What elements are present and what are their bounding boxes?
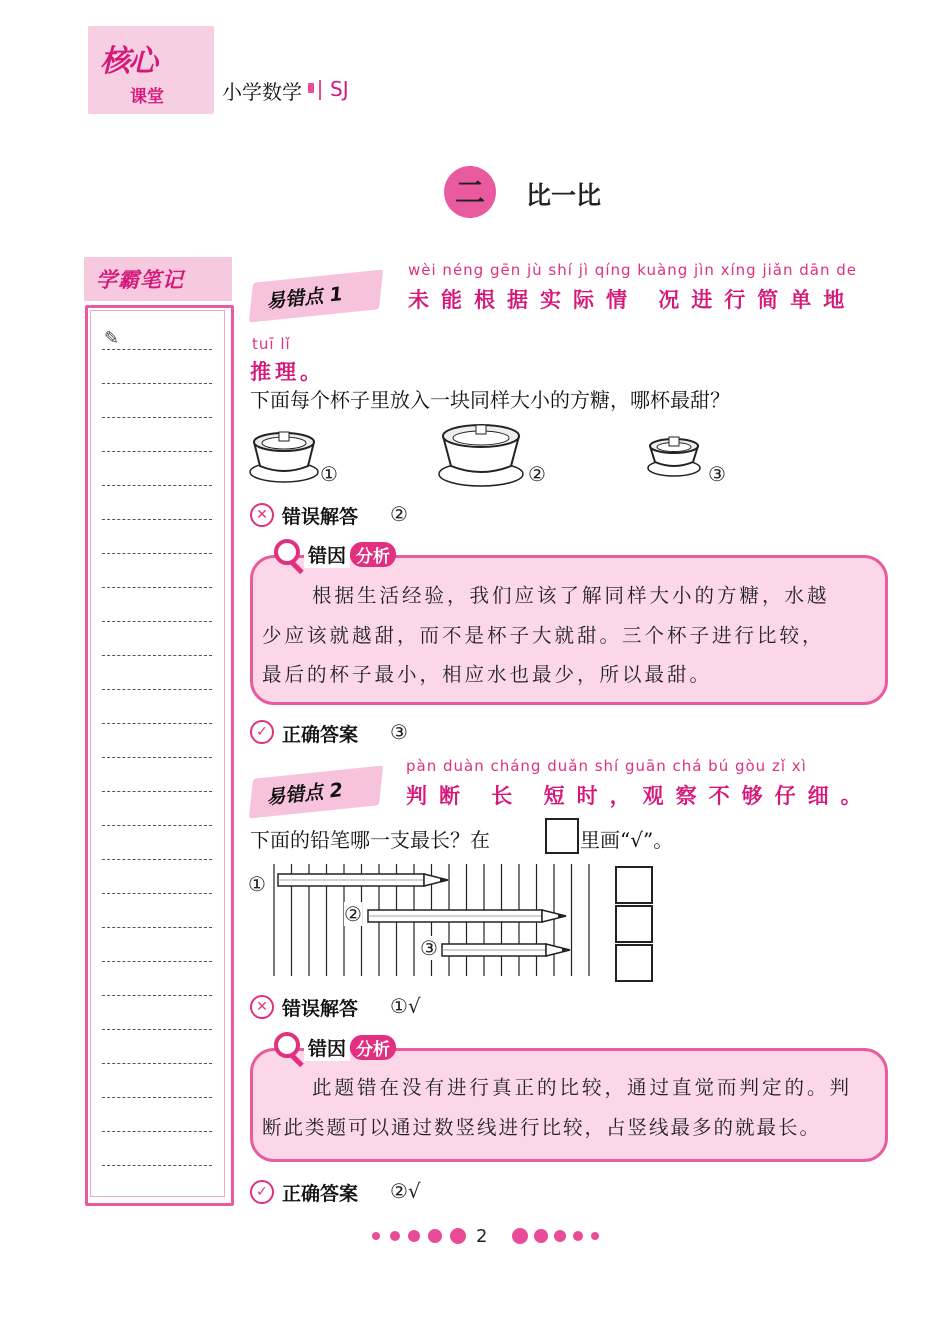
sidebar-note-line [102,451,212,452]
footer-dot [428,1229,442,1243]
pencil-label-1: ① [248,872,266,896]
sidebar-note-line [102,859,212,860]
pencil-comparison-diagram [270,862,600,978]
subject-separator-dot [308,83,314,93]
subject-separator-bar [319,80,321,100]
answer-box-1[interactable] [615,866,653,904]
point1-correct-answer: ③ [390,720,408,744]
sidebar-note-line [102,689,212,690]
page-number: 2 [476,1226,488,1247]
cup-label-1: ① [320,462,338,486]
cup-label-3: ③ [708,462,726,486]
point2-question-start: 下面的铅笔哪一支最长？在 [250,828,490,852]
point2-analysis-pill: 分析 [350,1035,396,1060]
footer-dot [534,1229,548,1243]
subject-label: 小学数学 [222,80,302,104]
sidebar-note-line [102,893,212,894]
point2-question-end: 里画“√”。 [580,828,674,852]
footer-dot [390,1231,400,1241]
footer-dot [512,1228,528,1244]
sidebar-title: 学霸笔记 [96,268,184,292]
point2-analysis-heading: 错因 [304,1034,350,1061]
point1-pinyin-line1: wèi néng gēn jù shí jì qíng kuàng jìn xíng jiǎn dān de [408,261,857,279]
sidebar-note-line [102,1029,212,1030]
sidebar-note-line [102,723,212,724]
cup-1-icon [250,432,318,482]
point1-analysis-line-2: 少应该就越甜，而不是杯子大就甜。三个杯子进行比较， [262,624,825,647]
sidebar-note-line [102,791,212,792]
pencil-1-icon [278,874,448,886]
point2-wrong-answer: ①√ [390,994,421,1018]
point1-title-line2: 推理。 [250,360,325,384]
chapter-title: 比一比 [526,181,602,210]
point1-wrong-label: 错误解答 [282,506,359,528]
sidebar-note-line [102,485,212,486]
point1-tag: 易错点 1 [265,283,344,313]
footer-dot [372,1232,380,1240]
wrong-mark-icon: ✕ [250,503,274,527]
sidebar-note-line [102,825,212,826]
point2-correct-answer: ②√ [390,1179,421,1203]
sidebar-note-line [102,621,212,622]
sidebar-note-line [102,757,212,758]
point1-question: 下面每个杯子里放入一块同样大小的方糖，哪杯最甜？ [250,388,730,412]
point2-analysis-line-2: 断此类题可以通过数竖线进行比较，占竖线最多的就最长。 [262,1116,822,1139]
point2-correct-label: 正确答案 [282,1183,359,1205]
magnifier-icon [274,539,300,565]
point1-analysis-line-3: 最后的杯子最小，相应水也最少，所以最甜。 [262,663,713,686]
point2-wrong-label: 错误解答 [282,998,359,1020]
point2-analysis-line-1: 此题错在没有进行真正的比较，通过直觉而判定的。判 [312,1076,853,1099]
sidebar-note-line [102,961,212,962]
chapter-number: 二 [455,176,485,211]
point1-analysis-line-1: 根据生活经验，我们应该了解同样大小的方糖，水越 [312,584,830,607]
cup-label-2: ② [528,462,546,486]
pencil-3-icon [442,944,570,956]
answer-box-sample [545,818,579,854]
footer-dot [573,1231,583,1241]
sidebar-note-line [102,1131,212,1132]
sidebar-note-line [102,349,212,350]
footer-dot [554,1230,566,1242]
point1-correct-label: 正确答案 [282,724,359,746]
sidebar-note-line [102,1097,212,1098]
footer-dot [408,1230,420,1242]
pencil-label-2: ② [344,902,362,926]
sidebar-note-line [102,519,212,520]
point1-analysis-heading: 错因 [304,541,350,568]
cup-2-icon [439,425,523,486]
logo-text-top: 核心 [100,44,156,79]
point2-tag: 易错点 2 [265,779,344,809]
pencil-2-icon [368,910,566,922]
series-label: SJ [330,77,349,101]
sidebar-note-line [102,587,212,588]
point1-pinyin-line2: tuī lǐ [252,335,291,353]
pencil-icon: ✎ [104,328,120,349]
point2-title: 判断 长 短时，观察不够仔细。 [406,784,874,808]
sidebar-note-line [102,383,212,384]
point1-analysis-pill: 分析 [350,542,396,567]
cup-3-icon [648,437,700,476]
correct-mark-icon: ✓ [250,720,274,744]
sidebar-note-line [102,417,212,418]
footer-dot [450,1228,466,1244]
sidebar-note-line [102,995,212,996]
wrong-mark-icon: ✕ [250,995,274,1019]
logo-text-bottom: 课堂 [130,87,164,107]
sidebar-note-line [102,1165,212,1166]
sidebar-note-line [102,553,212,554]
answer-box-3[interactable] [615,944,653,982]
sidebar-note-line [102,655,212,656]
sidebar-note-line [102,1063,212,1064]
footer-dot [591,1232,599,1240]
pencil-label-3: ③ [420,936,438,960]
sidebar-note-line [102,927,212,928]
point1-wrong-answer: ② [390,502,408,526]
answer-box-2[interactable] [615,905,653,943]
point2-pinyin: pàn duàn cháng duǎn shí guān chá bú gòu zǐ xì [406,757,807,775]
point1-title-line1: 未能根据实际情 况进行简单地 [408,288,857,312]
correct-mark-icon: ✓ [250,1180,274,1204]
magnifier-icon [274,1032,300,1058]
